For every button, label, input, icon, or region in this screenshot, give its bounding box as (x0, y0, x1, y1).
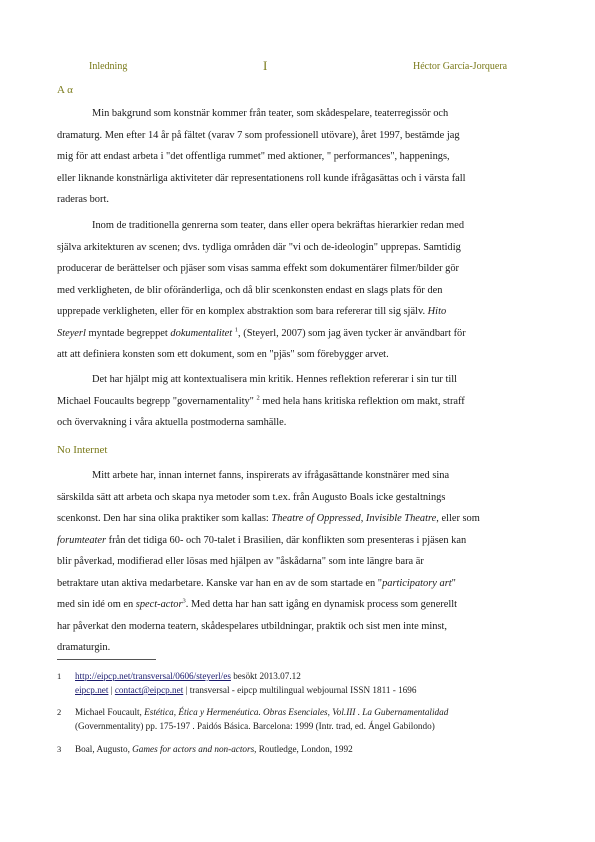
footnote-3 (57, 742, 557, 758)
text-line (57, 530, 540, 552)
text-line: Mitt arbete har, innan internet fanns, inspirerats av ifrågasättande konstnärer med sina (92, 470, 450, 481)
italic-name: Steyerl (57, 327, 86, 339)
text-line (57, 323, 540, 345)
text-line: dramaturg. Men efter 14 år på fältet (varav 7 som professionell utövare), året 1997, bestämde jag (57, 129, 460, 141)
footnote-1 (57, 669, 557, 701)
italic-term: Theatre of Oppressed (271, 513, 361, 524)
italic-term: spect-actor (135, 599, 183, 610)
footnote-ref-3[interactable]: 3 (182, 597, 186, 605)
footnote-separator (57, 659, 156, 660)
italic-term: dokumentalitet (170, 327, 233, 339)
text-span: , eller som (436, 513, 480, 524)
text-line (57, 391, 540, 413)
section-heading-a: A α (57, 84, 73, 96)
text-span: myntade begreppet (88, 327, 168, 339)
text-span: betraktare utan aktiva medarbetare. Kanske var han en av de som startade en " (57, 577, 383, 589)
footnote-2 (57, 705, 557, 737)
contact-email-link[interactable]: contact@eipcp.net (114, 685, 184, 695)
footnote-text: besökt 2013.07.12 (230, 671, 301, 681)
footnote-text: Boal, Augusto, (75, 744, 133, 754)
italic-term: Invisible Theatre (365, 513, 437, 524)
running-header-left: Inledning (89, 61, 128, 72)
footnote-line: (Governmentality) pp. 175-197 . Paidós Básica. Barcelona: 1999 (Intr. trad, ed. Ángel Gabilondo) (75, 721, 435, 731)
footnote-number: 1 (57, 671, 62, 681)
text-line: mig för att endast arbeta i "det offentliga rummet" med aktioner, " performances", happenings, (57, 151, 450, 162)
footnote-line (75, 683, 416, 698)
footnote-text: , Routledge, London, 1992 (254, 744, 353, 754)
text-span: upprepade verkligheten, eller för en komplex abstraktion som bara refererar till sig själv. (57, 306, 426, 317)
text-line (57, 301, 540, 323)
text-line: har påverkat den moderna teatern, skådespelares utbildningar, praktik och sist men inte minst, (57, 620, 447, 632)
paragraph-4 (57, 465, 540, 659)
text-line: själva arkitekturen av scenen; dvs. tydliga områden där "vi och de-ideologin" upprepas. Samtidig (57, 241, 461, 253)
text-line: Inom de traditionella genrerna som teater, dans eller opera bekräftas hierarkier redan med (92, 220, 465, 231)
text-line: särskilda sätt att arbeta och skapa nya metoder som t.ex. från Augusto Boals icke gestaltnings (57, 491, 446, 503)
footnote-number: 3 (57, 744, 62, 754)
footnote-ref-2[interactable]: 2 (256, 394, 260, 402)
text-span: . Med detta har han satt igång en dynamisk process som generellt (185, 599, 458, 610)
italic-term: participatory art (382, 577, 452, 589)
text-line: Min bakgrund som konstnär kommer från teater, som skådespelare, teaterregissör och (92, 108, 449, 119)
text-line: att att definiera konsten som ett dokument, som en "pjäs" som förebygger arvet. (57, 349, 389, 360)
paragraph-3 (57, 369, 540, 434)
text-line: eller liknande konstnärliga aktiviteter där representationens roll kunde ifrågasättas och i värsta fall (57, 172, 466, 184)
footnote-link[interactable]: http://eipcp.net/transversal/0606/steyerl/es (75, 671, 231, 681)
text-line: och övervakning i våra aktuella postmoderna samhälle. (57, 417, 287, 428)
text-span: med hela hans kritiska reflektion om makt, straff (262, 395, 465, 407)
text-span: , (360, 513, 364, 524)
paragraph-1 (57, 103, 540, 211)
page-number: I (263, 58, 268, 73)
text-span: scenkonst. Den har sina olika praktiker som kallas: (57, 513, 269, 524)
italic-name: Hito (427, 306, 447, 317)
text-line: blir påverkad, modifierad eller lösas med hjälpen av "åskådarna" som inte längre bara är (57, 556, 424, 567)
footnote-title: Estética, Ética y Hermenéutica. Obras Esenciales, Vol.III . La Gubernamentalidad (144, 707, 449, 717)
separator: | (108, 685, 115, 695)
footnote-text: Michael Foucault, (75, 707, 145, 717)
footnote-text: | transversal - eipcp multilingual webjournal ISSN 1811 - 1696 (183, 685, 417, 695)
text-span: Michael Foucaults begrepp "governamentality" (57, 395, 254, 407)
eipcp-link[interactable]: eipcp.net (75, 685, 109, 695)
footnote-ref-1[interactable]: 1 (234, 326, 239, 334)
text-span: " (451, 577, 456, 589)
italic-term: forumteater (57, 534, 107, 546)
paragraph-2 (57, 215, 540, 366)
running-header-author: Héctor García-Jorquera (413, 61, 508, 72)
footnote-number: 2 (57, 707, 62, 717)
footnote-title: Games for actors and non-actors (132, 744, 255, 754)
text-line (57, 573, 540, 595)
text-span: från det tidiga 60- och 70-talet i Brasilien, där konflikten som presenteras i pjäsen kan (108, 534, 467, 546)
section-heading-no-internet: No Internet (57, 444, 108, 456)
footnote-line (75, 742, 353, 757)
text-span: , (Steyerl, 2007) som jag även tycker är användbart för (238, 327, 466, 339)
text-line: raderas bort. (57, 194, 109, 205)
text-span: med sin idé om en (57, 599, 134, 610)
text-line (57, 508, 540, 530)
text-line: med verkligheten, de blir oföränderliga, och då blir scenkonsten endast en slags plats för den (57, 284, 443, 296)
text-line: dramaturgin. (57, 642, 111, 653)
footnote-line (75, 705, 448, 720)
text-line: Det har hjälpt mig att kontextualisera min kritik. Hennes reflektion refererar i sin tur till (92, 374, 458, 385)
footnote-line (75, 669, 301, 684)
text-line (57, 594, 540, 616)
text-line: producerar de berättelser och pjäser som visas samma effekt som dokumentärer filmer/bilder gör (57, 263, 460, 274)
